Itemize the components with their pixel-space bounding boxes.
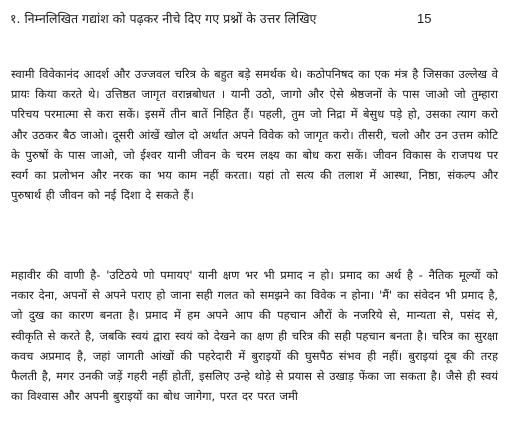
question-text: १. निम्नलिखित गद्यांश को पढ़कर नीचे दिए गए प्रश्नों के उत्तर लिखिए <box>10 11 317 26</box>
passage-paragraph-2: महावीर की वाणी है- 'उटिठये णो पमायए' यानी क्षण भर भी प्रमाद न हो। प्रमाद का अर्थ है - नैतिक मूल्यों को नकार देना, अपनों से अपने पराए हो जाना सही गलत को समझने का विवेक न होना। 'मैं' का संवेदन भी प्रमाद है, जो दुख का कारण बनता है। प्रमाद में हम अपने आप की पहचान औरों के नजरिये से, मान्यता से, पसंद से, स्वीकृति से करते है, जबकि स्वयं द्वारा स्वयं को देखने का क्षण ही चरित्र की सही पहचान बनता है। चरित्र का सुरक्षा कवच अप्रमाद है, जहां जागती आंखों की पहरेदारी में बुराइयों की घुसपैठ संभव ही नहीं। बुराइयां दूब की तरह फैलती है, मगर उनकी जड़ें गहरी नहीं होतीं, इसलिए उन्हे थोड़े से प्रयास से उखाड़ फेंका जा सकता है। जैसे ही स्वयं का विश्वास और अपनी बुराइयों का बोध जागेगा, परत दर परत जमी <box>11 268 498 404</box>
question-header <box>10 8 500 30</box>
question-marks: 15 <box>417 11 432 26</box>
passage-paragraph-1: स्वामी विवेकानंद आदर्श और उज्जवल चरित्र के बहुत बड़े समर्थक थे। कठोपनिषद का एक मंत्र है जिसका उल्लेख वे प्रायः किया करते थे। उत्तिष्ठत जागृत वरान्नबोधत । यानी उठो, जागो और ऐसे श्रेष्ठजनों के पास जाओ जो तुम्हारा परिचय परमात्मा से करा सकें। इसमें तीन बातें निहित हैं। पहली, तुम जो निद्रा में बेसुध पड़े हो, उसका त्याग करो और उठकर बैठ जाओ। दूसरी आंखें खोल दो अर्थात अपने विवेक को जागृत करो। तीसरी, चलो और उन उत्तम कोटि के पुरुषों के पास जाओ, जो ईश्वर यानी जीवन के चरम लक्ष्य का बोध करा सकें। जीवन विकास के राजपथ पर स्वर्ग का प्रलोभन और नरक का भय काम नहीं करता। यहां तो सत्य की तलाश में आस्था, निष्ठा, संकल्प और पुरुषार्थ ही जीवन को नई दिशा दे सकते हैं। <box>11 67 498 203</box>
